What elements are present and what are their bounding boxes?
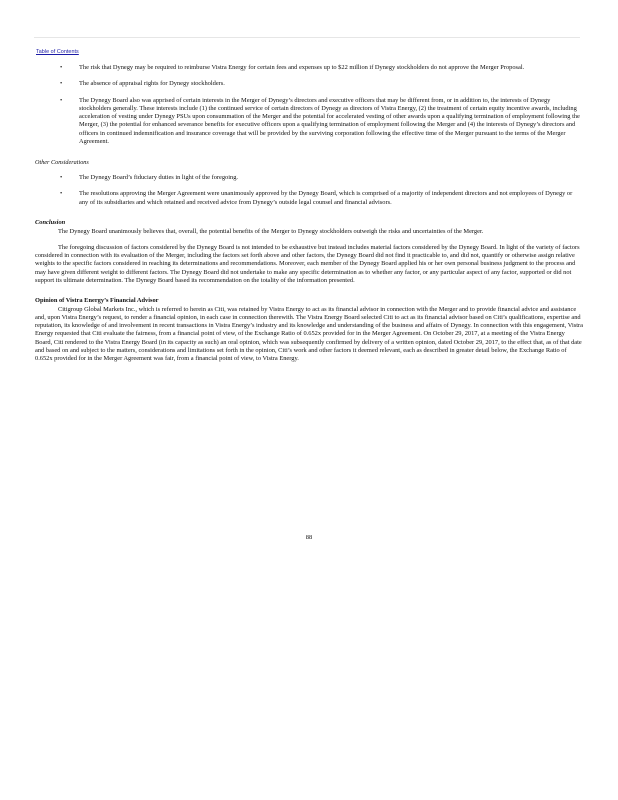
list-item-text: The absence of appraisal rights for Dynegy stockholders.: [79, 80, 225, 88]
list-item: [35, 97, 583, 146]
list-item: [35, 80, 583, 88]
conclusion-heading: Conclusion: [35, 218, 66, 226]
opinion-heading: Opinion of Vistra Energy’s Financial Advisor: [35, 296, 159, 304]
list-item: [35, 64, 583, 72]
top-divider: [34, 37, 580, 38]
bullet-icon: •: [60, 190, 63, 198]
table-of-contents-link[interactable]: Table of Contents: [36, 49, 79, 55]
page-content: [35, 64, 583, 371]
other-considerations-list: [35, 174, 583, 207]
other-considerations-heading: Other Considerations: [35, 158, 89, 166]
list-item-text: The Dynegy Board’s fiduciary duties in light of the foregoing.: [79, 174, 239, 181]
risk-factors-list: [35, 64, 583, 146]
bullet-icon: •: [60, 174, 63, 181]
opinion-paragraph: Citigroup Global Markets Inc., which is referred to herein as Citi, was retained by Vistra Energy to act as its financial advisor in connection with the Merger and to provide financial advice and assistance and, upon Vistra Energy’s request, to render a financial opinion, in each case in connection therewith. The Vistra Energy Board selected Citi to act as its financial advisor based on Citi’s qualifications, expertise and reputation, its knowledge of and involvement in recent transactions in Vistra Energy’s industry and its knowledge and understanding of the business and affairs of Dynegy. In connection with this engagement, Vistra Energy requested that Citi evaluate the fairness, from a financial point of view, of the Exchange Ratio of 0.652x provided for in the Merger Agreement. On October 29, 2017, at a meeting of the Vistra Energy Board, Citi rendered to the Vistra Energy Board (in its capacity as such) an oral opinion, which was subsequently confirmed by delivery of a written opinion, dated October 29, 2017, to the effect that, as of that date and based on and subject to the matters, considerations and limitations set forth in the opinion, Citi’s work and other factors it deemed relevant, each as described in greater detail below, the Exchange Ratio of 0.652x provided for in the Merger Agreement was fair, from a financial point of view, to Vistra Energy.: [35, 306, 583, 362]
list-item-text: The Dynegy Board also was apprised of certain interests in the Merger of Dynegy’s directors and executive officers that may be different from, or in addition to, the interests of Dynegy stockholders generally. These interests include (1) the continued service of certain directors of Dynegy as directors of Vistra Energy, (2) the treatment of certain equity incentive awards, including acceleration of vesting under Dynegy PSUs upon consummation of the Merger and the potential for accelerated vesting of other awards upon a qualifying termination of employment following the Merger, (3) the potential for enhanced severance benefits for executive officers upon a qualifying termination of employment following the Merger and (4) the interests of Dynegy’s directors and officers in continued indemnification and insurance coverage that will be provided by the surviving corporation following the effective time of the Merger pursuant to the terms of the Merger Agreement.: [79, 96, 580, 145]
bullet-icon: •: [60, 80, 63, 88]
list-item-text: The risk that Dynegy may be required to reimburse Vistra Energy for certain fees and expenses up to $22 million if Dynegy stockholders do not approve the Merger Proposal.: [79, 64, 525, 71]
list-item: [35, 190, 583, 206]
page-number: 88: [305, 534, 313, 541]
list-item: [35, 174, 583, 182]
factors-discussion-paragraph: The foregoing discussion of factors considered by the Dynegy Board is not intended to be exhaustive but instead includes material factors considered by the Dynegy Board. In light of the variety of factors considered in connection with its evaluation of the Merger, including the factors set forth above and other factors, the Dynegy Board did not find it practicable to, and did not, quantify or otherwise assign relative weights to the specific factors considered in reaching its determinations and recommendations. Moreover, each member of the Dynegy Board applied his or her own personal business judgment to the process and may have given different weight to different factors. The Dynegy Board did not undertake to make any specific determination as to whether any factor, or any particular aspect of any factor, supported or did not support its ultimate determination. The Dynegy Board based its recommendation on the totality of the information presented.: [35, 244, 580, 284]
conclusion-paragraph: The Dynegy Board unanimously believes that, overall, the potential benefits of the Merger to Dynegy stockholders outweigh the risks and uncertainties of the Merger.: [58, 227, 484, 235]
bullet-icon: •: [60, 96, 63, 104]
bullet-icon: •: [60, 64, 63, 71]
list-item-text: The resolutions approving the Merger Agreement were unanimously approved by the Dynegy Board, which is comprised of a majority of independent directors and not employees of Dynegy or any of its subsidiaries and which retained and received advice from Dynegy’s outside legal counsel and financial advisors.: [79, 190, 573, 206]
